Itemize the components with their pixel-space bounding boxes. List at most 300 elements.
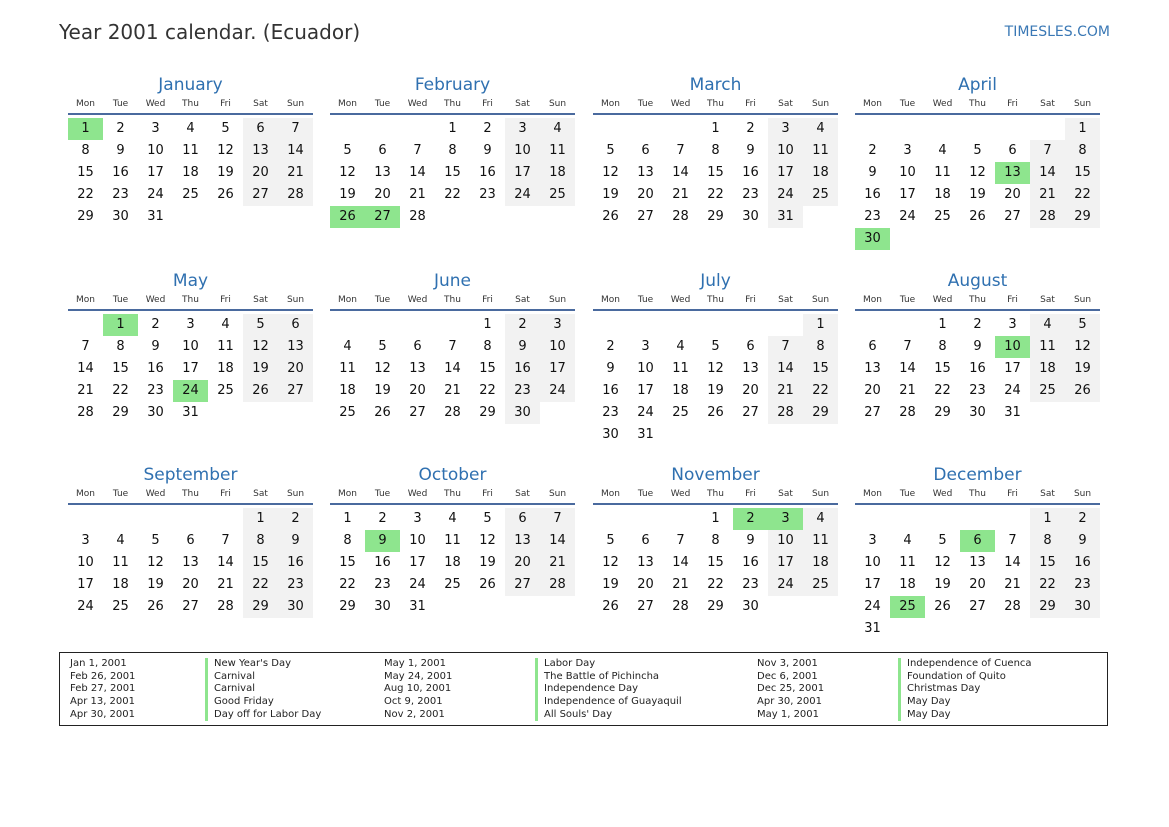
day-cell[interactable]: 7 [278, 118, 313, 140]
day-cell[interactable]: 30 [742, 599, 759, 614]
day-cell[interactable]: 31 [409, 599, 426, 614]
day-cell[interactable]: 6 [186, 533, 195, 548]
day-cell[interactable]: 24 [768, 184, 803, 206]
day-cell[interactable]: 6 [1008, 143, 1017, 158]
day-cell[interactable]: 3 [186, 317, 195, 332]
day-cell[interactable]: 13 [742, 361, 759, 376]
day-cell[interactable]: 16 [505, 358, 540, 380]
day-cell[interactable]: 20 [637, 187, 654, 202]
day-cell[interactable]: 25 [803, 184, 838, 206]
day-cell[interactable]: 31 [1004, 405, 1021, 420]
day-cell[interactable]: 27 [637, 599, 654, 614]
day-cell[interactable]: 14 [899, 361, 916, 376]
day-cell[interactable]: 6 [641, 143, 650, 158]
day-cell[interactable]: 31 [864, 621, 881, 636]
day-cell[interactable]: 3 [81, 533, 90, 548]
day-cell[interactable]: 4 [1030, 314, 1065, 336]
day-cell[interactable]: 8 [803, 336, 838, 358]
day-cell[interactable]: 24 [768, 574, 803, 596]
day-cell[interactable]: 9 [1065, 530, 1100, 552]
day-cell[interactable]: 26 [374, 405, 391, 420]
day-cell[interactable]: 22 [707, 187, 724, 202]
day-cell[interactable]: 7 [903, 339, 912, 354]
day-cell[interactable]: 12 [374, 361, 391, 376]
holiday-day-cell[interactable]: 9 [365, 530, 400, 552]
day-cell[interactable]: 3 [768, 118, 803, 140]
day-cell[interactable]: 5 [378, 339, 387, 354]
day-cell[interactable]: 22 [112, 383, 129, 398]
day-cell[interactable]: 22 [1030, 574, 1065, 596]
day-cell[interactable]: 5 [483, 511, 492, 526]
day-cell[interactable]: 15 [1030, 552, 1065, 574]
day-cell[interactable]: 23 [147, 383, 164, 398]
day-cell[interactable]: 15 [77, 165, 94, 180]
day-cell[interactable]: 11 [444, 533, 461, 548]
day-cell[interactable]: 28 [768, 402, 803, 424]
day-cell[interactable]: 23 [278, 574, 313, 596]
day-cell[interactable]: 28 [1004, 599, 1021, 614]
day-cell[interactable]: 30 [112, 209, 129, 224]
day-cell[interactable]: 17 [147, 165, 164, 180]
holiday-day-cell[interactable]: 10 [995, 336, 1030, 358]
day-cell[interactable]: 25 [444, 577, 461, 592]
day-cell[interactable]: 2 [505, 314, 540, 336]
day-cell[interactable]: 17 [899, 187, 916, 202]
day-cell[interactable]: 21 [409, 187, 426, 202]
day-cell[interactable]: 12 [934, 555, 951, 570]
day-cell[interactable]: 21 [768, 380, 803, 402]
day-cell[interactable]: 31 [147, 209, 164, 224]
day-cell[interactable]: 7 [221, 533, 230, 548]
day-cell[interactable]: 23 [112, 187, 129, 202]
day-cell[interactable]: 15 [803, 358, 838, 380]
day-cell[interactable]: 25 [803, 574, 838, 596]
day-cell[interactable]: 7 [676, 143, 685, 158]
day-cell[interactable]: 21 [1030, 184, 1065, 206]
day-cell[interactable]: 3 [540, 314, 575, 336]
day-cell[interactable]: 5 [711, 339, 720, 354]
day-cell[interactable]: 11 [182, 143, 199, 158]
day-cell[interactable]: 5 [221, 121, 230, 136]
day-cell[interactable]: 28 [217, 599, 234, 614]
day-cell[interactable]: 19 [1065, 358, 1100, 380]
day-cell[interactable]: 1 [1065, 118, 1100, 140]
day-cell[interactable]: 16 [479, 165, 496, 180]
day-cell[interactable]: 9 [606, 361, 615, 376]
day-cell[interactable]: 7 [448, 339, 457, 354]
site-link[interactable]: TIMESLES.COM [1004, 24, 1110, 40]
day-cell[interactable]: 1 [1030, 508, 1065, 530]
day-cell[interactable]: 16 [969, 361, 986, 376]
day-cell[interactable]: 16 [602, 383, 619, 398]
day-cell[interactable]: 1 [243, 508, 278, 530]
day-cell[interactable]: 4 [803, 118, 838, 140]
day-cell[interactable]: 17 [637, 383, 654, 398]
day-cell[interactable]: 24 [147, 187, 164, 202]
day-cell[interactable]: 14 [409, 165, 426, 180]
day-cell[interactable]: 15 [707, 555, 724, 570]
day-cell[interactable]: 21 [540, 552, 575, 574]
day-cell[interactable]: 29 [934, 405, 951, 420]
day-cell[interactable]: 18 [672, 383, 689, 398]
day-cell[interactable]: 14 [672, 165, 689, 180]
day-cell[interactable]: 11 [339, 361, 356, 376]
day-cell[interactable]: 21 [77, 383, 94, 398]
day-cell[interactable]: 8 [483, 339, 492, 354]
day-cell[interactable]: 19 [243, 358, 278, 380]
day-cell[interactable]: 8 [116, 339, 125, 354]
day-cell[interactable]: 15 [243, 552, 278, 574]
day-cell[interactable]: 8 [243, 530, 278, 552]
day-cell[interactable]: 29 [1065, 206, 1100, 228]
holiday-day-cell[interactable]: 30 [855, 228, 890, 250]
day-cell[interactable]: 30 [742, 209, 759, 224]
day-cell[interactable]: 11 [540, 140, 575, 162]
day-cell[interactable]: 31 [637, 427, 654, 442]
day-cell[interactable]: 10 [864, 555, 881, 570]
day-cell[interactable]: 6 [378, 143, 387, 158]
day-cell[interactable]: 27 [1004, 209, 1021, 224]
day-cell[interactable]: 4 [540, 118, 575, 140]
day-cell[interactable]: 9 [278, 530, 313, 552]
day-cell[interactable]: 24 [864, 599, 881, 614]
day-cell[interactable]: 23 [864, 209, 881, 224]
day-cell[interactable]: 6 [413, 339, 422, 354]
holiday-day-cell[interactable]: 1 [103, 314, 138, 336]
day-cell[interactable]: 29 [243, 596, 278, 618]
day-cell[interactable]: 3 [1008, 317, 1017, 332]
day-cell[interactable]: 10 [409, 533, 426, 548]
day-cell[interactable]: 31 [768, 206, 803, 228]
day-cell[interactable]: 8 [711, 533, 720, 548]
day-cell[interactable]: 24 [1004, 383, 1021, 398]
day-cell[interactable]: 22 [803, 380, 838, 402]
day-cell[interactable]: 3 [505, 118, 540, 140]
day-cell[interactable]: 2 [1065, 508, 1100, 530]
day-cell[interactable]: 15 [479, 361, 496, 376]
day-cell[interactable]: 17 [1004, 361, 1021, 376]
day-cell[interactable]: 25 [182, 187, 199, 202]
day-cell[interactable]: 16 [742, 555, 759, 570]
day-cell[interactable]: 19 [602, 187, 619, 202]
day-cell[interactable]: 17 [768, 162, 803, 184]
day-cell[interactable]: 14 [672, 555, 689, 570]
day-cell[interactable]: 9 [746, 143, 755, 158]
day-cell[interactable]: 19 [217, 165, 234, 180]
day-cell[interactable]: 26 [602, 599, 619, 614]
day-cell[interactable]: 26 [934, 599, 951, 614]
day-cell[interactable]: 28 [540, 574, 575, 596]
day-cell[interactable]: 13 [374, 165, 391, 180]
day-cell[interactable]: 23 [602, 405, 619, 420]
day-cell[interactable]: 2 [483, 121, 492, 136]
day-cell[interactable]: 13 [182, 555, 199, 570]
day-cell[interactable]: 4 [343, 339, 352, 354]
day-cell[interactable]: 8 [343, 533, 352, 548]
day-cell[interactable]: 24 [899, 209, 916, 224]
day-cell[interactable]: 19 [339, 187, 356, 202]
day-cell[interactable]: 4 [221, 317, 230, 332]
day-cell[interactable]: 8 [1030, 530, 1065, 552]
day-cell[interactable]: 18 [217, 361, 234, 376]
day-cell[interactable]: 10 [182, 339, 199, 354]
day-cell[interactable]: 15 [707, 165, 724, 180]
holiday-day-cell[interactable]: 2 [733, 508, 768, 530]
holiday-day-cell[interactable]: 27 [365, 206, 400, 228]
day-cell[interactable]: 5 [151, 533, 160, 548]
day-cell[interactable]: 3 [868, 533, 877, 548]
day-cell[interactable]: 11 [934, 165, 951, 180]
day-cell[interactable]: 21 [672, 187, 689, 202]
day-cell[interactable]: 28 [77, 405, 94, 420]
day-cell[interactable]: 2 [378, 511, 387, 526]
day-cell[interactable]: 9 [505, 336, 540, 358]
day-cell[interactable]: 20 [864, 383, 881, 398]
day-cell[interactable]: 6 [243, 118, 278, 140]
day-cell[interactable]: 7 [1008, 533, 1017, 548]
day-cell[interactable]: 19 [707, 383, 724, 398]
day-cell[interactable]: 25 [934, 209, 951, 224]
day-cell[interactable]: 23 [1065, 574, 1100, 596]
day-cell[interactable]: 11 [1030, 336, 1065, 358]
holiday-day-cell[interactable]: 1 [68, 118, 103, 140]
day-cell[interactable]: 21 [672, 577, 689, 592]
day-cell[interactable]: 8 [81, 143, 90, 158]
day-cell[interactable]: 30 [505, 402, 540, 424]
day-cell[interactable]: 31 [182, 405, 199, 420]
day-cell[interactable]: 18 [803, 162, 838, 184]
day-cell[interactable]: 20 [1004, 187, 1021, 202]
day-cell[interactable]: 14 [444, 361, 461, 376]
day-cell[interactable]: 24 [409, 577, 426, 592]
day-cell[interactable]: 21 [278, 162, 313, 184]
day-cell[interactable]: 11 [803, 530, 838, 552]
day-cell[interactable]: 30 [602, 427, 619, 442]
day-cell[interactable]: 14 [1004, 555, 1021, 570]
day-cell[interactable]: 22 [934, 383, 951, 398]
day-cell[interactable]: 1 [711, 121, 720, 136]
day-cell[interactable]: 26 [969, 209, 986, 224]
day-cell[interactable]: 25 [672, 405, 689, 420]
day-cell[interactable]: 2 [973, 317, 982, 332]
day-cell[interactable]: 20 [243, 162, 278, 184]
day-cell[interactable]: 29 [803, 402, 838, 424]
day-cell[interactable]: 25 [112, 599, 129, 614]
day-cell[interactable]: 10 [768, 140, 803, 162]
day-cell[interactable]: 15 [339, 555, 356, 570]
day-cell[interactable]: 19 [602, 577, 619, 592]
day-cell[interactable]: 22 [339, 577, 356, 592]
day-cell[interactable]: 24 [540, 380, 575, 402]
day-cell[interactable]: 30 [969, 405, 986, 420]
day-cell[interactable]: 30 [374, 599, 391, 614]
day-cell[interactable]: 4 [903, 533, 912, 548]
day-cell[interactable]: 3 [413, 511, 422, 526]
day-cell[interactable]: 13 [637, 555, 654, 570]
day-cell[interactable]: 26 [147, 599, 164, 614]
day-cell[interactable]: 10 [147, 143, 164, 158]
day-cell[interactable]: 14 [77, 361, 94, 376]
day-cell[interactable]: 11 [803, 140, 838, 162]
holiday-day-cell[interactable]: 25 [890, 596, 925, 618]
day-cell[interactable]: 11 [217, 339, 234, 354]
day-cell[interactable]: 26 [217, 187, 234, 202]
day-cell[interactable]: 15 [112, 361, 129, 376]
day-cell[interactable]: 29 [707, 209, 724, 224]
day-cell[interactable]: 10 [505, 140, 540, 162]
holiday-day-cell[interactable]: 6 [960, 530, 995, 552]
holiday-day-cell[interactable]: 26 [330, 206, 365, 228]
day-cell[interactable]: 27 [969, 599, 986, 614]
day-cell[interactable]: 15 [1065, 162, 1100, 184]
day-cell[interactable]: 16 [147, 361, 164, 376]
day-cell[interactable]: 8 [938, 339, 947, 354]
day-cell[interactable]: 7 [676, 533, 685, 548]
day-cell[interactable]: 20 [742, 383, 759, 398]
day-cell[interactable]: 11 [112, 555, 129, 570]
day-cell[interactable]: 18 [182, 165, 199, 180]
day-cell[interactable]: 23 [969, 383, 986, 398]
day-cell[interactable]: 6 [746, 339, 755, 354]
day-cell[interactable]: 23 [742, 187, 759, 202]
day-cell[interactable]: 17 [409, 555, 426, 570]
day-cell[interactable]: 1 [803, 314, 838, 336]
day-cell[interactable]: 1 [483, 317, 492, 332]
day-cell[interactable]: 16 [112, 165, 129, 180]
day-cell[interactable]: 18 [112, 577, 129, 592]
day-cell[interactable]: 27 [278, 380, 313, 402]
day-cell[interactable]: 16 [278, 552, 313, 574]
day-cell[interactable]: 3 [641, 339, 650, 354]
day-cell[interactable]: 17 [768, 552, 803, 574]
day-cell[interactable]: 15 [444, 165, 461, 180]
day-cell[interactable]: 8 [711, 143, 720, 158]
day-cell[interactable]: 16 [374, 555, 391, 570]
day-cell[interactable]: 2 [116, 121, 125, 136]
day-cell[interactable]: 27 [409, 405, 426, 420]
day-cell[interactable]: 22 [707, 577, 724, 592]
day-cell[interactable]: 25 [1030, 380, 1065, 402]
day-cell[interactable]: 27 [243, 184, 278, 206]
day-cell[interactable]: 26 [479, 577, 496, 592]
day-cell[interactable]: 22 [479, 383, 496, 398]
day-cell[interactable]: 5 [343, 143, 352, 158]
day-cell[interactable]: 17 [77, 577, 94, 592]
day-cell[interactable]: 3 [151, 121, 160, 136]
day-cell[interactable]: 3 [903, 143, 912, 158]
day-cell[interactable]: 13 [637, 165, 654, 180]
day-cell[interactable]: 22 [1065, 184, 1100, 206]
day-cell[interactable]: 6 [278, 314, 313, 336]
day-cell[interactable]: 9 [116, 143, 125, 158]
day-cell[interactable]: 28 [672, 209, 689, 224]
day-cell[interactable]: 26 [243, 380, 278, 402]
day-cell[interactable]: 10 [637, 361, 654, 376]
day-cell[interactable]: 1 [448, 121, 457, 136]
day-cell[interactable]: 20 [182, 577, 199, 592]
holiday-day-cell[interactable]: 24 [173, 380, 208, 402]
day-cell[interactable]: 2 [278, 508, 313, 530]
day-cell[interactable]: 21 [217, 577, 234, 592]
day-cell[interactable]: 13 [969, 555, 986, 570]
day-cell[interactable]: 20 [409, 383, 426, 398]
day-cell[interactable]: 5 [1065, 314, 1100, 336]
day-cell[interactable]: 27 [864, 405, 881, 420]
day-cell[interactable]: 20 [278, 358, 313, 380]
day-cell[interactable]: 16 [864, 187, 881, 202]
day-cell[interactable]: 27 [182, 599, 199, 614]
day-cell[interactable]: 4 [803, 508, 838, 530]
day-cell[interactable]: 12 [707, 361, 724, 376]
day-cell[interactable]: 29 [339, 599, 356, 614]
day-cell[interactable]: 12 [969, 165, 986, 180]
day-cell[interactable]: 7 [413, 143, 422, 158]
day-cell[interactable]: 22 [243, 574, 278, 596]
day-cell[interactable]: 25 [540, 184, 575, 206]
day-cell[interactable]: 12 [243, 336, 278, 358]
day-cell[interactable]: 14 [540, 530, 575, 552]
day-cell[interactable]: 2 [151, 317, 160, 332]
day-cell[interactable]: 10 [77, 555, 94, 570]
day-cell[interactable]: 9 [868, 165, 877, 180]
day-cell[interactable]: 20 [969, 577, 986, 592]
day-cell[interactable]: 20 [637, 577, 654, 592]
day-cell[interactable]: 7 [1030, 140, 1065, 162]
day-cell[interactable]: 9 [151, 339, 160, 354]
day-cell[interactable]: 18 [1030, 358, 1065, 380]
day-cell[interactable]: 7 [81, 339, 90, 354]
day-cell[interactable]: 26 [707, 405, 724, 420]
day-cell[interactable]: 4 [938, 143, 947, 158]
day-cell[interactable]: 27 [505, 574, 540, 596]
day-cell[interactable]: 16 [742, 165, 759, 180]
holiday-day-cell[interactable]: 13 [995, 162, 1030, 184]
day-cell[interactable]: 2 [746, 121, 755, 136]
day-cell[interactable]: 17 [540, 358, 575, 380]
day-cell[interactable]: 14 [278, 140, 313, 162]
day-cell[interactable]: 14 [768, 358, 803, 380]
day-cell[interactable]: 17 [182, 361, 199, 376]
day-cell[interactable]: 23 [742, 577, 759, 592]
day-cell[interactable]: 11 [899, 555, 916, 570]
day-cell[interactable]: 18 [934, 187, 951, 202]
day-cell[interactable]: 1 [711, 511, 720, 526]
day-cell[interactable]: 20 [374, 187, 391, 202]
day-cell[interactable]: 23 [374, 577, 391, 592]
day-cell[interactable]: 15 [934, 361, 951, 376]
day-cell[interactable]: 26 [602, 209, 619, 224]
day-cell[interactable]: 21 [1004, 577, 1021, 592]
day-cell[interactable]: 22 [77, 187, 94, 202]
day-cell[interactable]: 4 [116, 533, 125, 548]
day-cell[interactable]: 28 [1030, 206, 1065, 228]
day-cell[interactable]: 29 [707, 599, 724, 614]
holiday-day-cell[interactable]: 3 [768, 508, 803, 530]
day-cell[interactable]: 18 [339, 383, 356, 398]
day-cell[interactable]: 23 [505, 380, 540, 402]
day-cell[interactable]: 10 [899, 165, 916, 180]
day-cell[interactable]: 29 [112, 405, 129, 420]
day-cell[interactable]: 5 [606, 533, 615, 548]
day-cell[interactable]: 30 [278, 596, 313, 618]
day-cell[interactable]: 10 [768, 530, 803, 552]
day-cell[interactable]: 14 [217, 555, 234, 570]
day-cell[interactable]: 6 [868, 339, 877, 354]
day-cell[interactable]: 19 [374, 383, 391, 398]
day-cell[interactable]: 4 [676, 339, 685, 354]
day-cell[interactable]: 6 [505, 508, 540, 530]
day-cell[interactable]: 25 [339, 405, 356, 420]
